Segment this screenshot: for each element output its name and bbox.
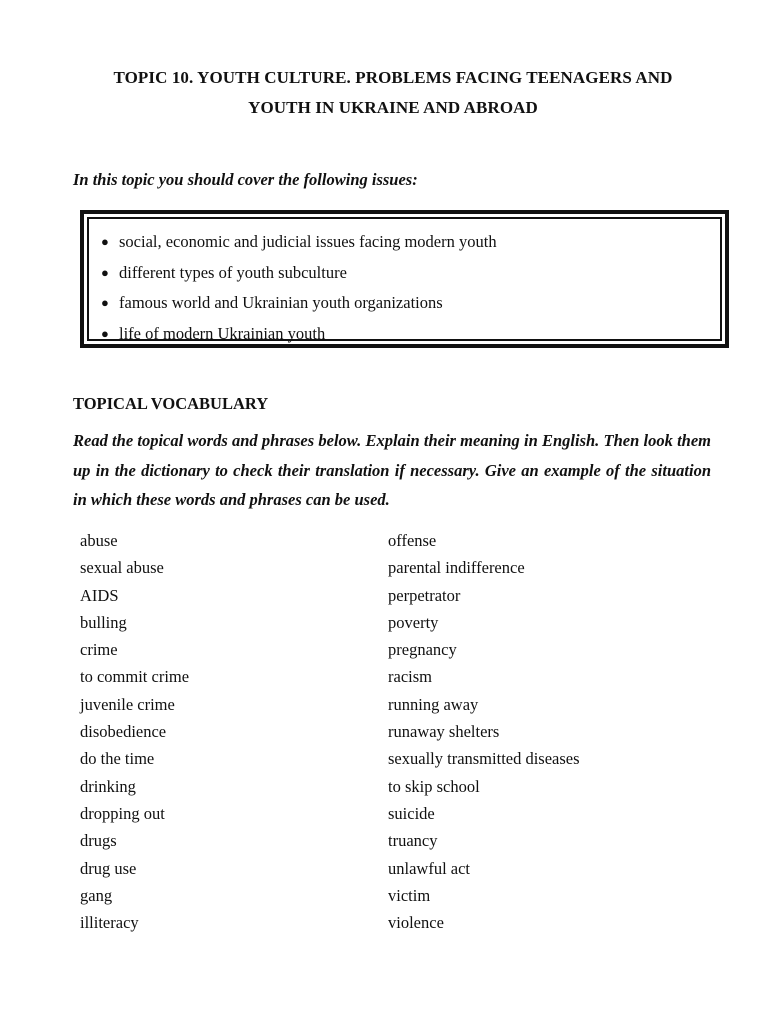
issue-item	[89, 288, 720, 319]
vocabulary-item: crime	[80, 640, 118, 660]
vocabulary-right-column	[388, 527, 580, 936]
vocabulary-item: disobedience	[80, 722, 167, 742]
vocabulary-item: juvenile crime	[80, 694, 175, 714]
bullet-icon: ●	[101, 234, 109, 249]
vocabulary-item: victim	[388, 885, 431, 905]
vocabulary-item: running away	[388, 694, 479, 714]
vocabulary-item: do the time	[80, 749, 155, 769]
bullet-icon: ●	[101, 326, 109, 342]
vocabulary-item: suicide	[388, 803, 435, 823]
issue-text: social, economic and judicial issues facing modern youth	[119, 232, 497, 251]
topic-title-line-1: TOPIC 10. YOUTH CULTURE. PROBLEMS FACING TEENAGERS AND	[113, 68, 673, 87]
bullet-icon: ●	[101, 295, 109, 311]
vocabulary-item: runaway shelters	[388, 722, 500, 742]
issue-item	[89, 258, 720, 289]
vocabulary-left-column	[80, 527, 189, 936]
vocabulary-item: gang	[80, 885, 113, 905]
vocabulary-item: truancy	[388, 831, 438, 851]
vocabulary-item: sexual abuse	[80, 558, 164, 578]
vocabulary-item: dropping out	[80, 803, 165, 823]
vocabulary-item: sexually transmitted diseases	[388, 749, 580, 769]
vocabulary-item: to skip school	[388, 776, 480, 796]
vocabulary-item: to commit crime	[80, 667, 190, 687]
vocabulary-item: AIDS	[80, 585, 119, 605]
vocabulary-item: drug use	[80, 858, 137, 878]
vocabulary-item: racism	[388, 667, 432, 687]
issues-box	[80, 210, 729, 348]
issue-text: famous world and Ukrainian youth organizations	[119, 293, 443, 313]
vocabulary-item: parental indifference	[388, 558, 525, 578]
issues-list	[89, 227, 720, 350]
issue-text: different types of youth subculture	[119, 262, 347, 282]
vocabulary-item: abuse	[80, 531, 118, 550]
vocabulary-item: perpetrator	[388, 585, 461, 605]
issues-box-inner-border	[87, 217, 722, 344]
vocabulary-item: bulling	[80, 612, 127, 632]
topic-title-line-2: YOUTH IN UKRAINE AND ABROAD	[248, 98, 538, 117]
vocabulary-item: violence	[388, 913, 444, 933]
vocabulary-item: pregnancy	[388, 640, 457, 660]
issue-text: life of modern Ukrainian youth	[119, 324, 326, 344]
bullet-icon: ●	[101, 264, 109, 280]
vocabulary-item: drinking	[80, 776, 136, 796]
issue-item	[89, 227, 720, 258]
vocabulary-item: drugs	[80, 831, 117, 851]
vocabulary-item: unlawful act	[388, 858, 471, 878]
vocabulary-heading: TOPICAL VOCABULARY	[73, 394, 269, 413]
vocabulary-item: illiteracy	[80, 913, 139, 933]
vocabulary-instructions: Read the topical words and phrases below. Explain their meaning in English. Then look them up in the dictionary to check their translation if necessary. Give an example of the situation in which these words and phrases can be used.	[73, 431, 711, 509]
issue-item	[89, 319, 720, 350]
vocabulary-item: offense	[388, 531, 437, 550]
vocabulary-item: poverty	[388, 612, 439, 632]
intro-text: In this topic you should cover the following issues:	[73, 170, 418, 189]
